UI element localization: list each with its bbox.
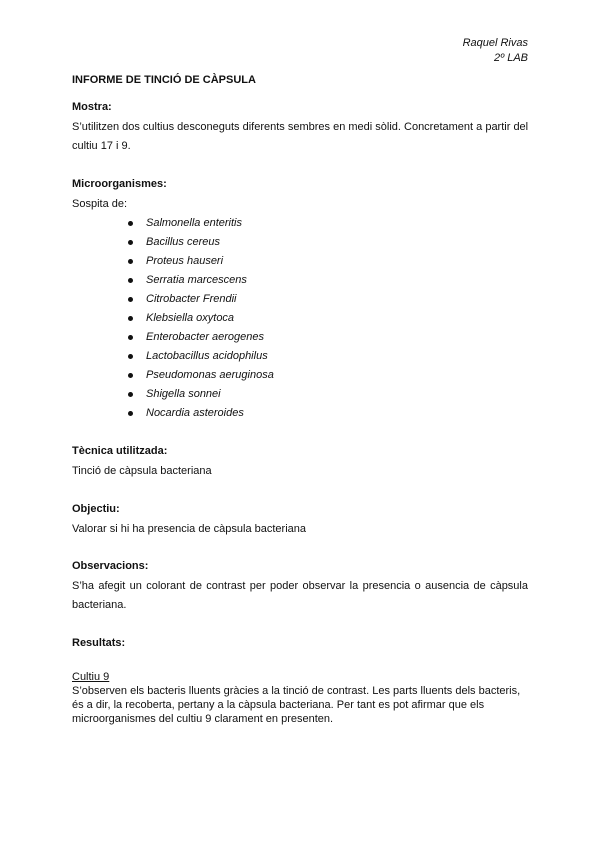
observacions-heading: Observacions:: [72, 560, 149, 572]
microorganism-name: Enterobacter aerogenes: [146, 331, 265, 343]
author-class: 2º LAB: [494, 52, 528, 64]
bullet-icon: [128, 221, 133, 226]
document-title: INFORME DE TINCIÓ DE CÀPSULA: [72, 74, 256, 86]
objectiu-text: Valorar si hi ha presencia de càpsula bacteriana: [72, 523, 306, 535]
mostra-text: S’utilitzen dos cultius desconeguts diferents sembres en medi sòlid. Concretament a partir del cultiu 17 i 9.: [72, 121, 529, 152]
bullet-icon: [128, 335, 133, 340]
bullet-icon: [128, 392, 133, 397]
tecnica-heading: Tècnica utilitzada:: [72, 445, 168, 457]
microorganism-name: Citrobacter Frendii: [146, 293, 237, 305]
objectiu-heading: Objectiu:: [72, 503, 120, 515]
mostra-heading: Mostra:: [72, 101, 112, 113]
microorganism-name: Shigella sonnei: [146, 388, 221, 400]
bullet-icon: [128, 259, 133, 264]
microorganism-name: Klebsiella oxytoca: [146, 312, 235, 324]
bullet-icon: [128, 240, 133, 245]
microorganism-name: Bacillus cereus: [146, 236, 220, 248]
microorganism-name: Pseudomonas aeruginosa: [146, 369, 274, 381]
bullet-icon: [128, 354, 133, 359]
resultats-text: S’observen els bacteris lluents gràcies a la tinció de contrast. Les parts lluents dels bacteris, és a dir, la recoberta, pertany a la càpsula bacteriana. Per tant es pot afirmar que els microorganismes del cultiu 9 clarament en presenten.: [72, 685, 521, 725]
microorganism-name: Lactobacillus acidophilus: [146, 350, 268, 362]
bullet-icon: [128, 316, 133, 321]
resultats-heading: Resultats:: [72, 637, 126, 649]
bullet-icon: [128, 373, 133, 378]
microorganism-name: Salmonella enteritis: [146, 217, 242, 229]
author-name: Raquel Rivas: [462, 37, 528, 49]
microorganismes-intro: Sospita de:: [72, 198, 128, 210]
observacions-text: S’ha afegit un colorant de contrast per poder observar la presencia o ausencia de càpsula bacteriana.: [72, 580, 528, 611]
tecnica-text: Tinció de càpsula bacteriana: [72, 465, 212, 477]
bullet-icon: [128, 297, 133, 302]
bullet-icon: [128, 278, 133, 283]
microorganism-name: Nocardia asteroides: [146, 407, 244, 419]
microorganismes-heading: Microorganismes:: [72, 178, 167, 190]
bullet-icon: [128, 411, 133, 416]
microorganism-name: Proteus hauseri: [146, 255, 224, 267]
cultiu-subheading: Cultiu 9: [72, 671, 110, 683]
microorganism-name: Serratia marcescens: [146, 274, 247, 286]
